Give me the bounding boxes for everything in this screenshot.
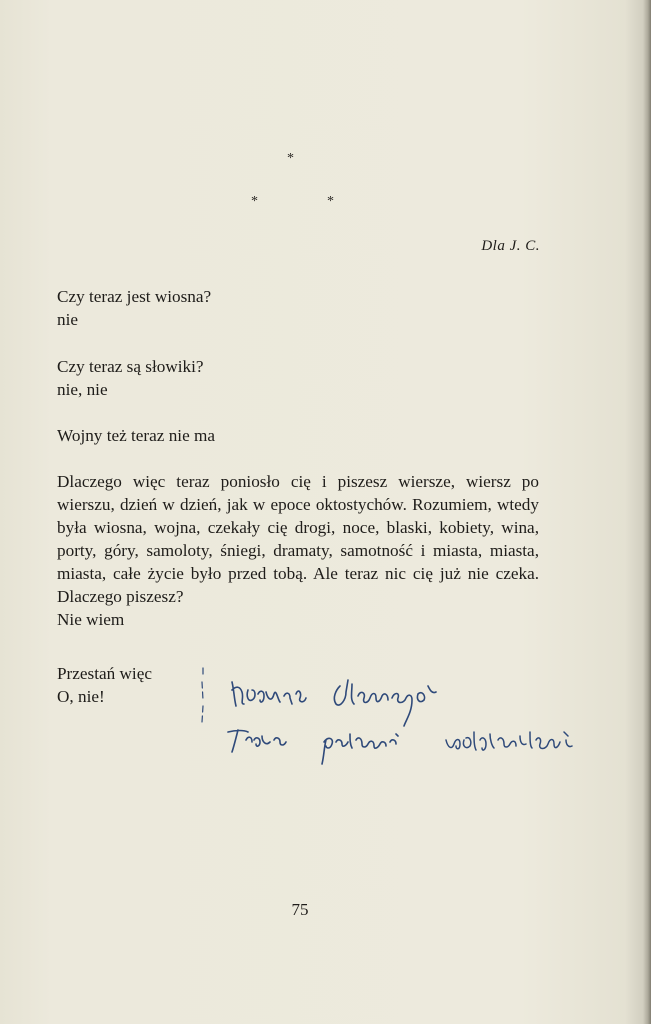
stanza-2 — [57, 355, 539, 401]
stanza-2-line-1: Czy teraz są słowiki? — [57, 357, 204, 376]
stanza-1-line-2: nie — [57, 310, 78, 329]
ornament-star-top: * — [287, 151, 294, 166]
stanza-5-line-2: O, nie! — [57, 687, 105, 706]
page-number: 75 — [291, 900, 309, 919]
stanza-3 — [57, 424, 539, 447]
stanza-3-line-1: Wojny też teraz nie ma — [57, 426, 216, 445]
stanza-prose — [57, 470, 539, 631]
prose-paragraph: Dlaczego więc teraz poniosło cię i piszesz wiersze, wiersz po wierszu, dzień w dzień, jak w epoce oktostychów. Rozumiem, wtedy była wiosna, wojna, czekały cię drogi, noce, blaski, kobiety, wina, porty, góry, samoloty, śniegi, dramaty, samotność i miasta, miasta, miasta, całe życie było przed tobą. Ale teraz nic cię już nie czeka. Dlaczego piszesz? — [57, 472, 539, 606]
pencil-annotation — [200, 660, 640, 770]
stanza-2-line-2: nie, nie — [57, 380, 108, 399]
ornament-star-left: * — [251, 194, 258, 209]
stanza-5-line-1: Przestań więc — [57, 664, 152, 683]
page-spine-shadow — [643, 0, 651, 1024]
stanza-1-line-1: Czy teraz jest wiosna? — [57, 287, 212, 306]
stanza-1 — [57, 285, 539, 331]
pencil-annotation-drawing — [200, 660, 640, 770]
dedication: Dla J. C. — [481, 238, 540, 254]
ornament-star-right: * — [327, 194, 334, 209]
prose-ending: Nie wiem — [57, 610, 125, 629]
